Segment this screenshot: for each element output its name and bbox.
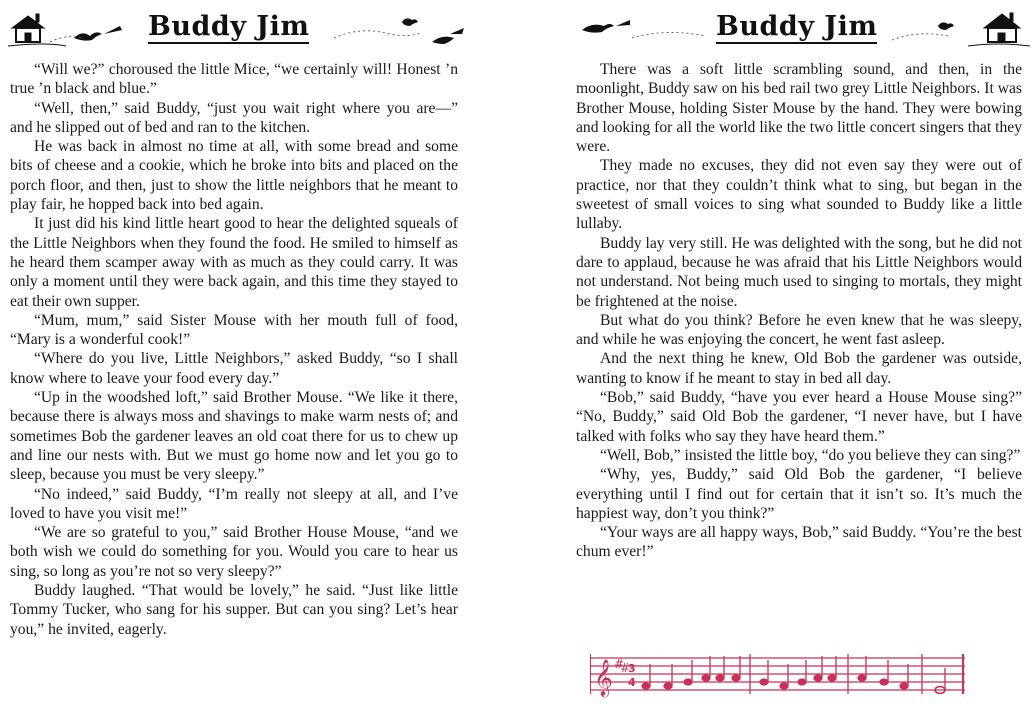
svg-text:#: #	[614, 657, 625, 671]
paragraph: But what do you think? Before he even knew that he was sleepy, and while he was enjoying the concert, he went fast asleep.	[576, 311, 1022, 349]
paragraph: “Well, then,” said Buddy, “just you wait right where you are—” and he slipped out of bed and ran to the kitchen.	[10, 99, 458, 136]
house-icon	[888, 8, 1033, 52]
paragraph: “No indeed,” said Buddy, “I’m really not sleepy at all, and I’ve loved to have you visit me!”	[10, 485, 458, 522]
bird-icon	[330, 8, 480, 52]
paragraph: “Will we?” choroused the little Mice, “we certainly will! Honest ’n true ’n black and blue.”	[10, 61, 458, 98]
left-page-text	[10, 60, 458, 639]
music-staff-icon	[590, 650, 965, 698]
page-title: Buddy Jim	[716, 11, 878, 42]
svg-text:#: #	[620, 661, 631, 675]
house-icon	[6, 8, 146, 52]
paragraph: And the next thing he knew, Old Bob the gardener was outside, wanting to know if he meant to stay in bed all day.	[576, 350, 1022, 387]
paragraph: He was back in almost no time at all, with some bread and some bits of cheese and a cookie, which he broke into bits and placed on the porch floor, and then, just to show the little neighbors that he meant to play fair, he hopped back into bed again.	[10, 138, 458, 214]
svg-text:3: 3	[628, 662, 636, 675]
left-page	[0, 0, 517, 724]
paragraph: There was a soft little scrambling sound, and then, in the moonlight, Buddy saw on his bed rail two grey Little Neighbors. It was Brother Mouse, holding Sister Mouse by the hand. They were bowing and looking for all the world like the two little concert singers that they were.	[576, 61, 1022, 156]
paragraph: “Bob,” said Buddy, “have you ever heard a House Mouse sing?” “No, Buddy,” said Old Bob the gardener, “I never have, but I have talked with folks who say they have heard them.”	[576, 389, 1022, 445]
paragraph: Buddy laughed. “That would be lovely,” he said. “Just like little Tommy Tucker, who sang for his supper. But can you sing? Let’s hear you,” he invited, eagerly.	[10, 582, 458, 638]
paragraph: Buddy lay very still. He was delighted with the song, but he did not dare to applaud, because he was afraid that his Little Neighbors would not understand. Not being much used to singing to mortals, they might be frightened at the noise.	[576, 234, 1022, 310]
paragraph: “Why, yes, Buddy,” said Old Bob the gardener, “I believe everything until I find out for certain that it isn’t so. It’s much the happiest way, don’t you think?”	[576, 466, 1022, 522]
paragraph: “Your ways are all happy ways, Bob,” said Buddy. “You’re the best chum ever!”	[576, 524, 1022, 561]
svg-text:4: 4	[628, 676, 636, 689]
svg-text:𝄞: 𝄞	[594, 658, 613, 696]
paragraph: “We are so grateful to you,” said Brother House Mouse, “and we both wish we could do something for you. Would you care to hear us sing, so long as you’re not so very sleepy?”	[10, 524, 458, 580]
paragraph: They made no excuses, they did not even say they were out of practice, nor that they couldn’t think what to sing, but began in the sweetest of small voices to sing what sounded to Buddy like a little lullaby.	[576, 157, 1022, 233]
bird-icon	[74, 26, 122, 41]
right-page	[518, 0, 1035, 724]
paragraph: “Where do you live, Little Neighbors,” asked Buddy, “so I shall know where to leave your food every day.”	[10, 350, 458, 387]
bird-icon	[576, 8, 716, 52]
page-title: Buddy Jim	[148, 11, 310, 42]
right-page-text	[576, 60, 1022, 562]
paragraph: It just did his kind little heart good to hear the delighted squeals of the Little Neighbors when they found the food. He smiled to himself as he heard them scamper away with as much as they could carry. It was only a moment until they were back again, and this time they stayed to eat their own supper.	[10, 215, 458, 310]
paragraph: “Well, Bob,” insisted the little boy, “do you believe they can sing?”	[600, 446, 1021, 464]
right-header	[518, 8, 1035, 52]
left-header	[0, 8, 517, 52]
paragraph: “Mum, mum,” said Sister Mouse with her mouth full of food, “Mary is a wonderful cook!”	[10, 311, 458, 349]
paragraph: “Up in the woodshed loft,” said Brother Mouse. “We like it there, because there is always moss and shavings to make warm nests of; and sometimes Bob the gardener leaves an old coat there for us to chew up and line our nests with. But we must go home now and let you go to sleep, because you must be very sleepy.”	[10, 389, 458, 484]
